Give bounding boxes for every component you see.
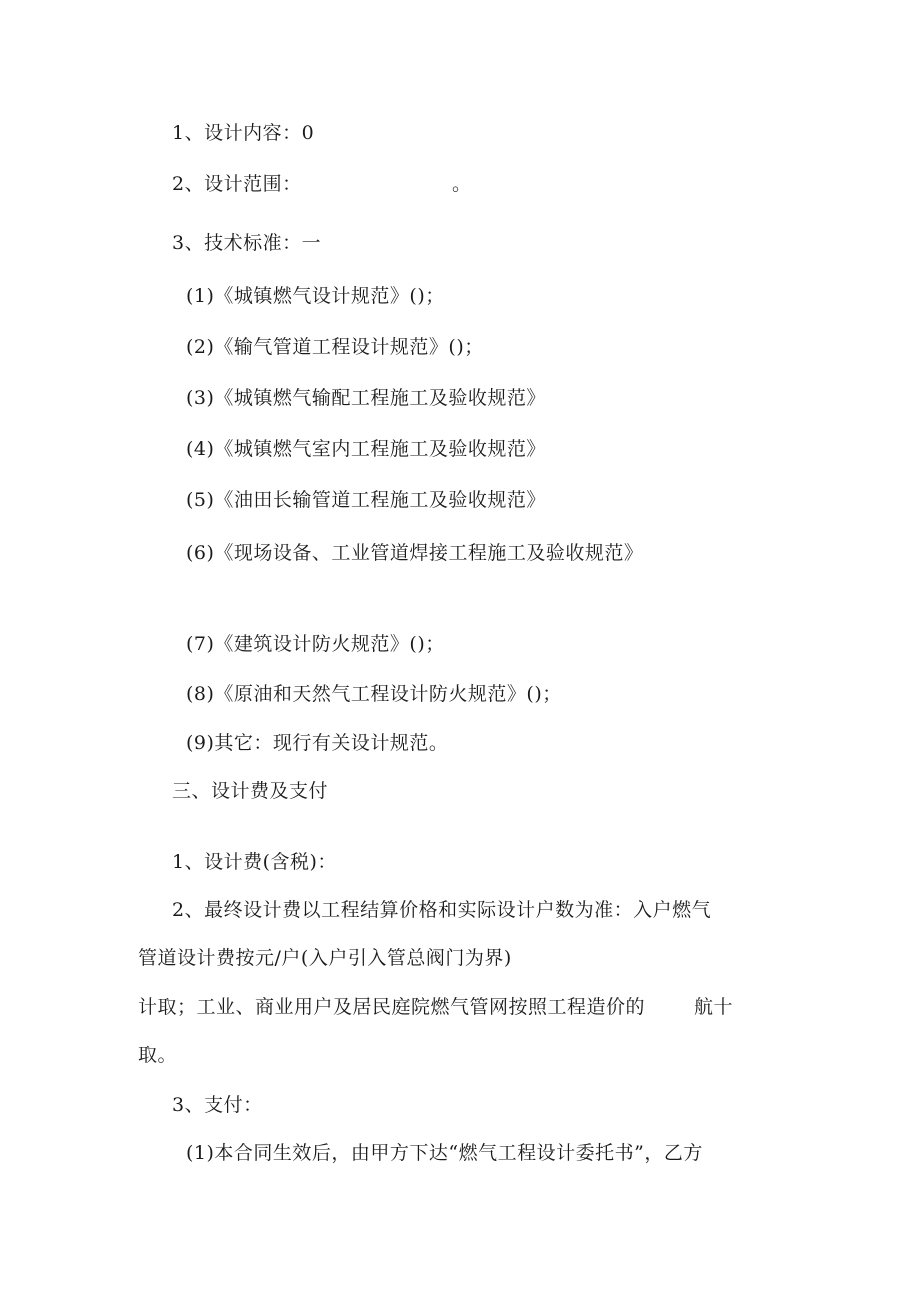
- standard-item-2: (2)《输气管道工程设计规范》()；: [186, 336, 484, 358]
- section-heading-fee: 三、设计费及支付: [172, 780, 329, 802]
- fee-item-2-line-1: 2、最终设计费以工程结算价格和实际设计户数为准：入户燃气: [172, 899, 712, 921]
- item-technical-standard: 3、技术标准：一: [172, 232, 322, 254]
- item-design-scope: 2、设计范围：: [172, 173, 302, 195]
- standard-item-4: (4)《城镇燃气室内工程施工及验收规范》: [186, 438, 546, 460]
- fee-item-2-line-3-end: 航十: [694, 996, 734, 1018]
- fee-item-1: 1、设计费(含税)：: [172, 851, 337, 873]
- standard-item-6: (6)《现场设备、工业管道焊接工程施工及验收规范》: [186, 542, 644, 564]
- fee-item-2-line-4: 取。: [138, 1044, 178, 1066]
- fee-item-2-line-3: 计取；工业、商业用户及居民庭院燃气管网按照工程造价的: [138, 996, 646, 1018]
- standard-item-1: (1)《城镇燃气设计规范》()；: [186, 285, 445, 307]
- fee-item-3: 3、支付：: [172, 1094, 263, 1116]
- standard-item-9: (9)其它：现行有关设计规范。: [186, 732, 449, 754]
- standard-item-3: (3)《城镇燃气输配工程施工及验收规范》: [186, 387, 546, 409]
- standard-item-7: (7)《建筑设计防火规范》()；: [186, 633, 445, 655]
- payment-item-1: (1)本合同生效后，由甲方下达“燃气工程设计委托书”，乙方: [186, 1142, 703, 1164]
- item-design-scope-end: 。: [452, 173, 472, 195]
- fee-item-2-line-2: 管道设计费按元/户(入户引入管总阀门为界): [138, 947, 512, 969]
- standard-item-5: (5)《油田长输管道工程施工及验收规范》: [186, 489, 546, 511]
- item-design-content: 1、设计内容：0: [172, 122, 315, 144]
- standard-item-8: (8)《原油和天然气工程设计防火规范》()；: [186, 683, 562, 705]
